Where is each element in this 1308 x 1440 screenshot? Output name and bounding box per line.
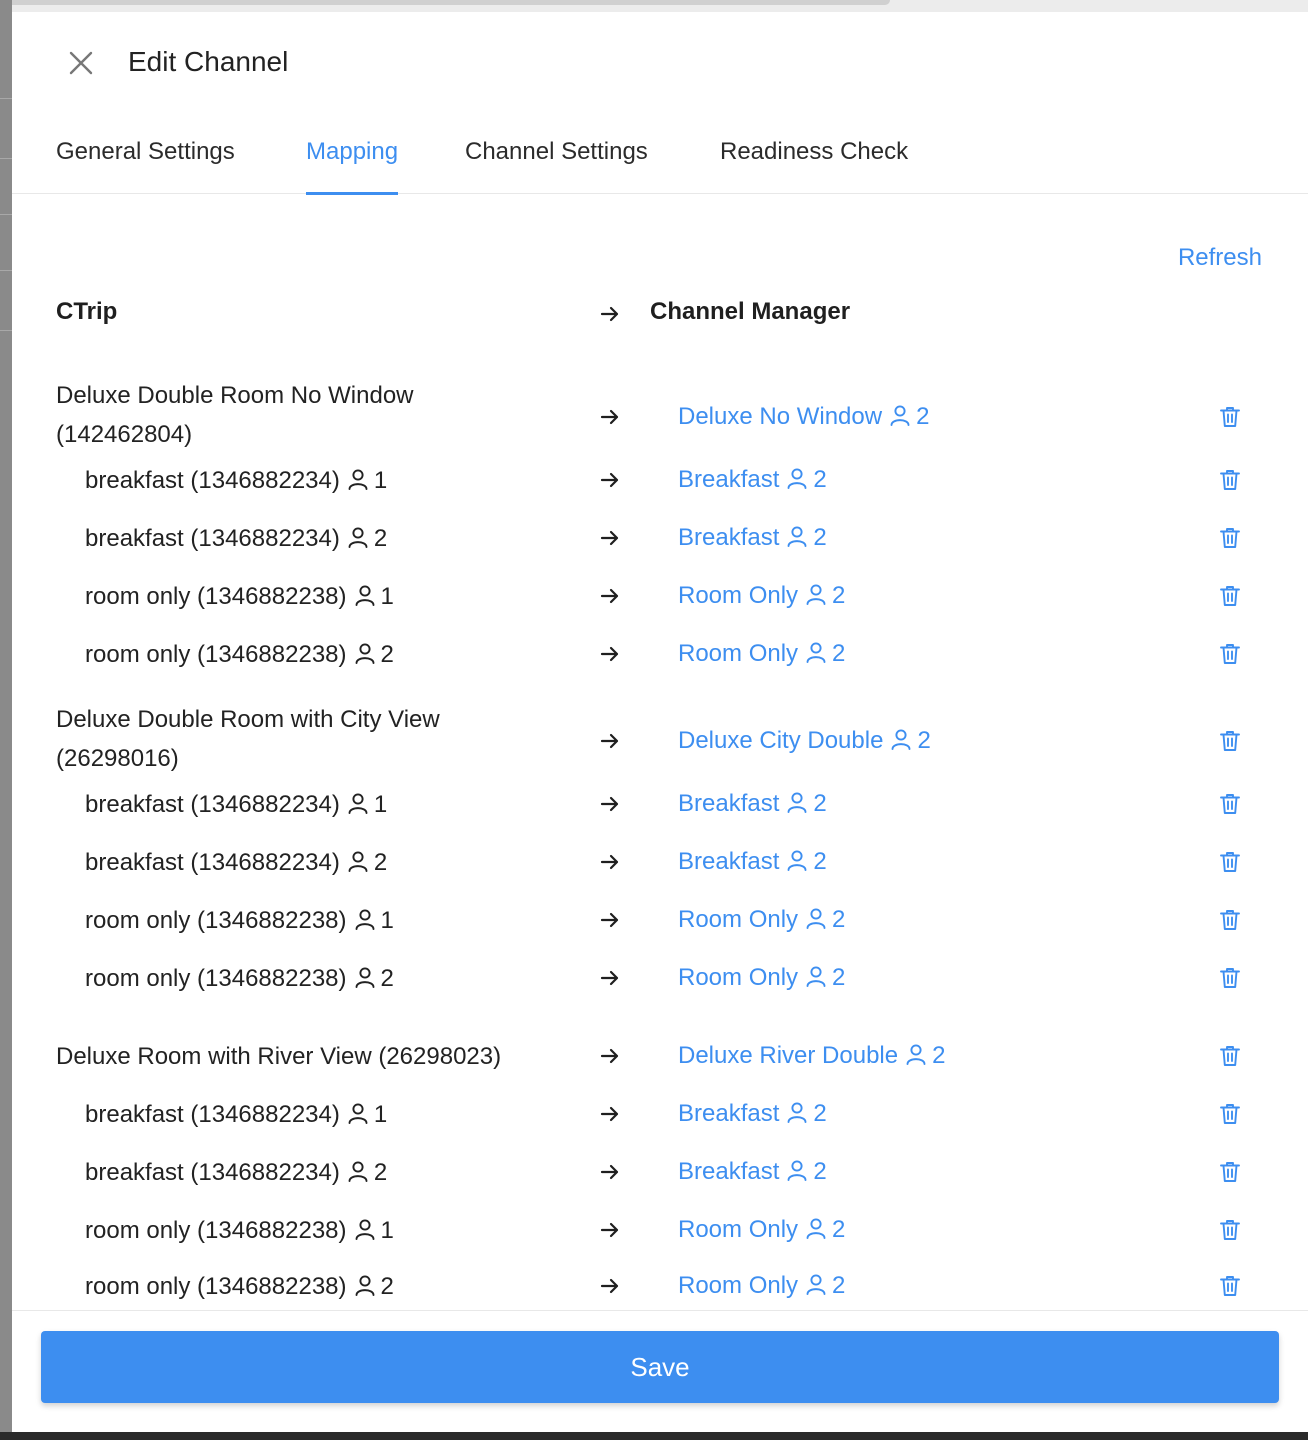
channel-rate-link[interactable] bbox=[678, 848, 827, 876]
trash-icon bbox=[1218, 792, 1242, 816]
arrow-right-icon bbox=[598, 526, 622, 550]
target-label: Room Only bbox=[678, 906, 799, 933]
source-label: breakfast (1346882234) bbox=[85, 467, 340, 494]
target-occupancy: 2 bbox=[832, 906, 846, 933]
dialog-title: Edit Channel bbox=[128, 46, 289, 77]
ctrip-rate-name bbox=[85, 1211, 394, 1250]
arrow-right-icon bbox=[598, 468, 622, 492]
source-occupancy: 2 bbox=[380, 1273, 394, 1300]
channel-room-link[interactable] bbox=[678, 1042, 945, 1070]
backdrop-bottom bbox=[0, 1432, 1308, 1440]
arrow-right-icon bbox=[598, 1160, 622, 1184]
person-icon bbox=[785, 1158, 809, 1182]
delete-mapping-button[interactable] bbox=[1218, 526, 1242, 550]
source-occupancy: 1 bbox=[373, 1101, 388, 1128]
ctrip-rate-name bbox=[85, 461, 387, 500]
source-label: breakfast (1346882234) bbox=[85, 791, 340, 818]
channel-rate-link[interactable] bbox=[678, 1216, 845, 1244]
delete-mapping-button[interactable] bbox=[1218, 468, 1242, 492]
room-mapping-row bbox=[12, 1034, 1308, 1078]
trash-icon bbox=[1218, 1218, 1242, 1242]
person-icon bbox=[888, 403, 912, 427]
source-label: room only (1346882238) bbox=[85, 641, 347, 668]
tab-bar bbox=[12, 130, 1308, 194]
source-occupancy: 1 bbox=[373, 467, 388, 494]
close-icon bbox=[66, 48, 96, 78]
rate-mapping-row bbox=[12, 1094, 1308, 1134]
target-occupancy: 2 bbox=[832, 964, 846, 991]
source-label: breakfast (1346882234) bbox=[85, 1101, 340, 1128]
backdrop-top bbox=[0, 0, 1308, 12]
ctrip-rate-name bbox=[85, 843, 387, 882]
target-column-heading: Channel Manager bbox=[650, 298, 851, 325]
source-occupancy: 2 bbox=[380, 641, 394, 668]
person-icon bbox=[353, 638, 377, 662]
trash-icon bbox=[1218, 729, 1242, 753]
channel-rate-link[interactable] bbox=[678, 524, 827, 552]
source-label: room only (1346882238) bbox=[85, 907, 347, 934]
person-icon bbox=[346, 1156, 370, 1180]
source-occupancy: 2 bbox=[373, 1159, 388, 1186]
person-icon bbox=[785, 466, 809, 490]
person-icon bbox=[785, 790, 809, 814]
delete-mapping-button[interactable] bbox=[1218, 1218, 1242, 1242]
arrow-right-icon bbox=[598, 966, 622, 990]
target-occupancy: 2 bbox=[813, 524, 827, 551]
ctrip-rate-name bbox=[85, 635, 394, 674]
channel-rate-link[interactable] bbox=[678, 906, 845, 934]
ctrip-room-name bbox=[56, 700, 556, 778]
edit-channel-dialog bbox=[12, 12, 1308, 1440]
arrow-right-icon bbox=[598, 908, 622, 932]
source-label: Deluxe Double Room No Window (142462804) bbox=[56, 382, 414, 448]
arrow-right-icon bbox=[598, 302, 622, 326]
trash-icon bbox=[1218, 908, 1242, 932]
rate-mapping-row bbox=[12, 460, 1308, 500]
target-occupancy: 2 bbox=[832, 1216, 846, 1243]
person-icon bbox=[353, 580, 377, 604]
person-icon bbox=[804, 582, 828, 606]
trash-icon bbox=[1218, 850, 1242, 874]
person-icon bbox=[804, 964, 828, 988]
ctrip-rate-name bbox=[85, 959, 394, 998]
trash-icon bbox=[1218, 966, 1242, 990]
person-icon bbox=[346, 1098, 370, 1122]
rate-mapping-row bbox=[12, 842, 1308, 882]
target-occupancy: 2 bbox=[813, 848, 827, 875]
source-label: Deluxe Room with River View (26298023) bbox=[56, 1043, 502, 1070]
channel-rate-link[interactable] bbox=[678, 466, 827, 494]
rate-mapping-row bbox=[12, 1266, 1308, 1306]
arrow-right-icon bbox=[598, 1044, 622, 1068]
rate-mapping-row bbox=[12, 958, 1308, 998]
channel-rate-link[interactable] bbox=[678, 582, 845, 610]
refresh-link[interactable]: Refresh bbox=[1177, 244, 1262, 271]
rate-mapping-row bbox=[12, 1210, 1308, 1250]
target-label: Breakfast bbox=[678, 848, 780, 875]
rate-mapping-row bbox=[12, 634, 1308, 674]
person-icon bbox=[346, 846, 370, 870]
target-occupancy: 2 bbox=[813, 1158, 827, 1185]
delete-mapping-button[interactable] bbox=[1218, 729, 1242, 753]
trash-icon bbox=[1218, 1160, 1242, 1184]
person-icon bbox=[889, 727, 913, 751]
tab-channel-settings[interactable]: Channel Settings bbox=[465, 138, 648, 165]
person-icon bbox=[785, 848, 809, 872]
delete-mapping-button[interactable] bbox=[1218, 405, 1242, 429]
person-icon bbox=[804, 906, 828, 930]
target-occupancy: 2 bbox=[932, 1042, 946, 1069]
room-mapping-row bbox=[12, 376, 1308, 458]
person-icon bbox=[353, 904, 377, 928]
arrow-right-icon bbox=[598, 405, 622, 429]
source-occupancy: 2 bbox=[373, 525, 388, 552]
ctrip-rate-name bbox=[85, 785, 387, 824]
close-button[interactable] bbox=[66, 48, 96, 78]
rate-mapping-row bbox=[12, 576, 1308, 616]
target-label: Deluxe City Double bbox=[678, 727, 884, 754]
target-label: Deluxe No Window bbox=[678, 403, 883, 430]
target-label: Breakfast bbox=[678, 790, 780, 817]
target-label: Room Only bbox=[678, 1272, 799, 1299]
source-label: breakfast (1346882234) bbox=[85, 1159, 340, 1186]
source-label: room only (1346882238) bbox=[85, 1273, 347, 1300]
delete-mapping-button[interactable] bbox=[1218, 1160, 1242, 1184]
channel-room-link[interactable] bbox=[678, 727, 931, 755]
channel-rate-link[interactable] bbox=[678, 790, 827, 818]
ctrip-room-name bbox=[56, 1037, 556, 1076]
person-icon bbox=[785, 1100, 809, 1124]
target-occupancy: 2 bbox=[832, 1272, 846, 1299]
ctrip-rate-name bbox=[85, 1267, 394, 1306]
channel-rate-link[interactable] bbox=[678, 1158, 827, 1186]
arrow-right-icon bbox=[598, 792, 622, 816]
trash-icon bbox=[1218, 642, 1242, 666]
delete-mapping-button[interactable] bbox=[1218, 966, 1242, 990]
rate-mapping-row bbox=[12, 1152, 1308, 1192]
channel-room-link[interactable] bbox=[678, 403, 929, 431]
person-icon bbox=[785, 524, 809, 548]
dialog-footer bbox=[12, 1310, 1308, 1440]
channel-rate-link[interactable] bbox=[678, 1272, 845, 1300]
target-label: Deluxe River Double bbox=[678, 1042, 899, 1069]
delete-mapping-button[interactable] bbox=[1218, 1274, 1242, 1298]
channel-rate-link[interactable] bbox=[678, 640, 845, 668]
delete-mapping-button[interactable] bbox=[1218, 908, 1242, 932]
delete-mapping-button[interactable] bbox=[1218, 1044, 1242, 1068]
target-occupancy: 2 bbox=[813, 1100, 827, 1127]
person-icon bbox=[346, 522, 370, 546]
delete-mapping-button[interactable] bbox=[1218, 792, 1242, 816]
channel-rate-link[interactable] bbox=[678, 964, 845, 992]
person-icon bbox=[804, 1216, 828, 1240]
arrow-right-icon bbox=[598, 1102, 622, 1126]
target-occupancy: 2 bbox=[813, 790, 827, 817]
source-label: Deluxe Double Room with City View (26298016) bbox=[56, 706, 440, 772]
person-icon bbox=[804, 640, 828, 664]
arrow-right-icon bbox=[598, 584, 622, 608]
target-occupancy: 2 bbox=[916, 403, 930, 430]
target-label: Room Only bbox=[678, 964, 799, 991]
dialog-header bbox=[12, 12, 1308, 112]
source-column-heading: CTrip bbox=[56, 298, 118, 325]
source-label: breakfast (1346882234) bbox=[85, 525, 340, 552]
mapping-list[interactable] bbox=[12, 362, 1308, 1300]
arrow-right-icon bbox=[598, 642, 622, 666]
channel-rate-link[interactable] bbox=[678, 1100, 827, 1128]
person-icon bbox=[353, 962, 377, 986]
person-icon bbox=[346, 464, 370, 488]
trash-icon bbox=[1218, 1044, 1242, 1068]
tab-general-settings[interactable]: General Settings bbox=[56, 138, 235, 165]
save-button[interactable]: Save bbox=[41, 1331, 1279, 1403]
ctrip-room-name bbox=[56, 376, 556, 454]
source-occupancy: 1 bbox=[380, 907, 394, 934]
rate-mapping-row bbox=[12, 518, 1308, 558]
ctrip-rate-name bbox=[85, 1153, 387, 1192]
source-label: breakfast (1346882234) bbox=[85, 849, 340, 876]
trash-icon bbox=[1218, 468, 1242, 492]
source-occupancy: 2 bbox=[380, 965, 394, 992]
target-label: Breakfast bbox=[678, 1100, 780, 1127]
source-label: room only (1346882238) bbox=[85, 965, 347, 992]
ctrip-rate-name bbox=[85, 901, 394, 940]
delete-mapping-button[interactable] bbox=[1218, 584, 1242, 608]
arrow-right-icon bbox=[598, 1274, 622, 1298]
ctrip-rate-name bbox=[85, 577, 394, 616]
trash-icon bbox=[1218, 1102, 1242, 1126]
trash-icon bbox=[1218, 1274, 1242, 1298]
person-icon bbox=[346, 788, 370, 812]
delete-mapping-button[interactable] bbox=[1218, 642, 1242, 666]
target-occupancy: 2 bbox=[813, 466, 827, 493]
source-occupancy: 1 bbox=[380, 583, 394, 610]
tab-readiness-check[interactable]: Readiness Check bbox=[720, 138, 909, 165]
arrow-right-icon bbox=[598, 850, 622, 874]
target-label: Room Only bbox=[678, 1216, 799, 1243]
ctrip-rate-name bbox=[85, 519, 387, 558]
source-occupancy: 2 bbox=[373, 849, 388, 876]
trash-icon bbox=[1218, 584, 1242, 608]
delete-mapping-button[interactable] bbox=[1218, 1102, 1242, 1126]
person-icon bbox=[804, 1272, 828, 1296]
target-label: Room Only bbox=[678, 582, 799, 609]
room-mapping-row bbox=[12, 700, 1308, 782]
target-label: Breakfast bbox=[678, 1158, 780, 1185]
target-label: Room Only bbox=[678, 640, 799, 667]
arrow-right-icon bbox=[598, 729, 622, 753]
trash-icon bbox=[1218, 526, 1242, 550]
rate-mapping-row bbox=[12, 784, 1308, 824]
source-occupancy: 1 bbox=[373, 791, 388, 818]
person-icon bbox=[353, 1214, 377, 1238]
delete-mapping-button[interactable] bbox=[1218, 850, 1242, 874]
rate-mapping-row bbox=[12, 900, 1308, 940]
tab-mapping[interactable]: Mapping bbox=[306, 138, 398, 194]
target-label: Breakfast bbox=[678, 524, 780, 551]
ctrip-rate-name bbox=[85, 1095, 387, 1134]
target-occupancy: 2 bbox=[917, 727, 931, 754]
target-label: Breakfast bbox=[678, 466, 780, 493]
person-icon bbox=[353, 1270, 377, 1294]
target-occupancy: 2 bbox=[832, 582, 846, 609]
target-occupancy: 2 bbox=[832, 640, 846, 667]
source-occupancy: 1 bbox=[380, 1217, 394, 1244]
trash-icon bbox=[1218, 405, 1242, 429]
source-label: room only (1346882238) bbox=[85, 583, 347, 610]
person-icon bbox=[904, 1042, 928, 1066]
source-label: room only (1346882238) bbox=[85, 1217, 347, 1244]
arrow-right-icon bbox=[598, 1218, 622, 1242]
backdrop-left bbox=[0, 0, 12, 1440]
